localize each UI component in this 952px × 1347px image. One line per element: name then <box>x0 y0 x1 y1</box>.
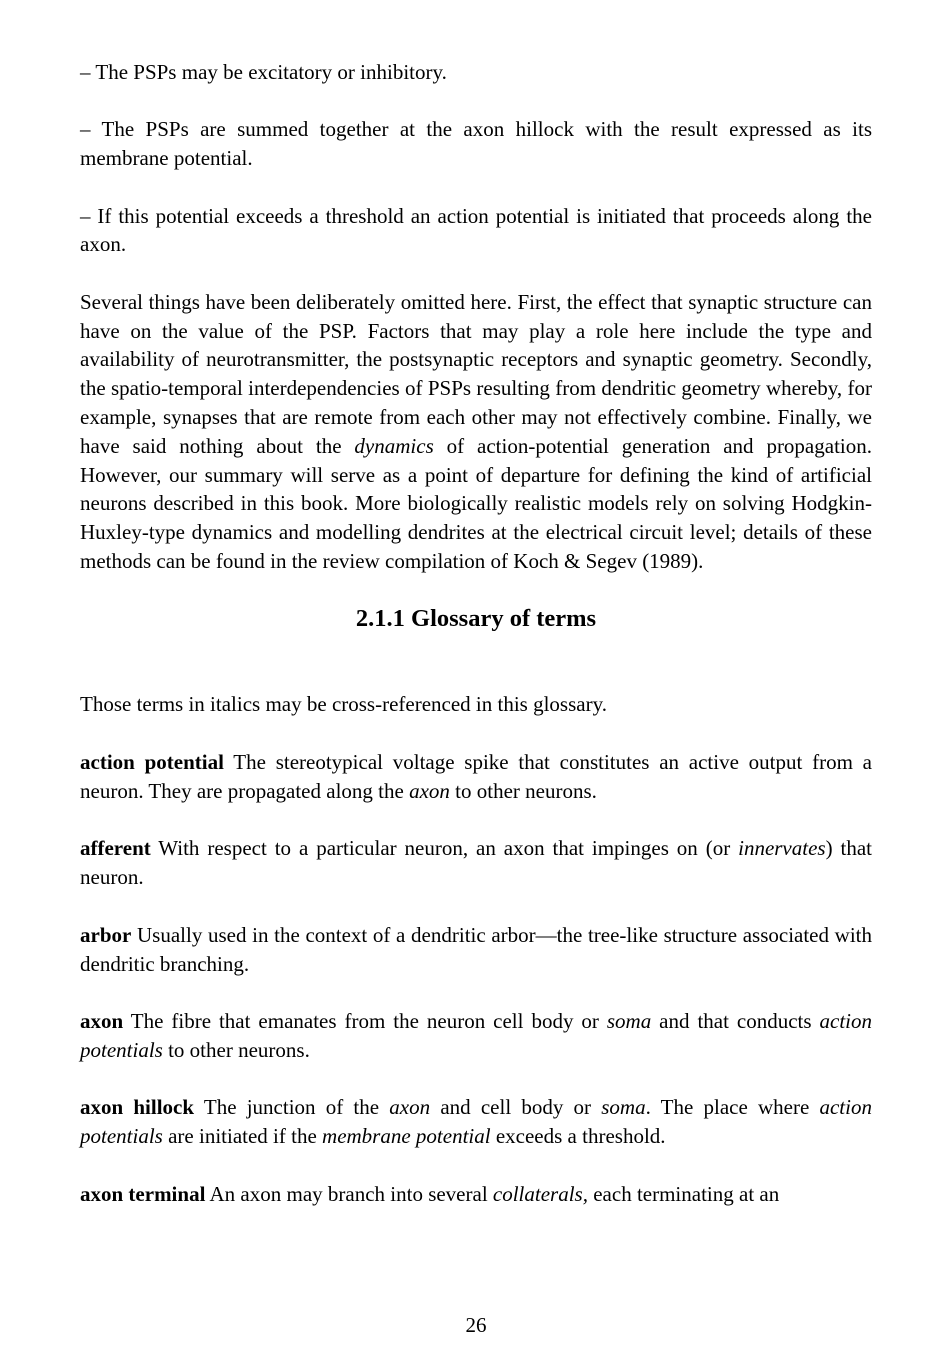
glossary-crossref: collaterals, <box>492 1181 588 1206</box>
glossary-crossref: axon <box>389 1095 431 1120</box>
glossary-term: action potential <box>80 749 224 774</box>
glossary-definition: The junction of the <box>194 1095 390 1120</box>
glossary-entry-afferent <box>80 834 872 892</box>
glossary-definition: to other neurons. <box>449 778 597 803</box>
glossary-entry-axon-hillock <box>80 1093 872 1151</box>
glossary-definition: and that conducts <box>651 1009 820 1034</box>
glossary-definition: . The place where <box>645 1095 820 1120</box>
glossary-definition: The stereotypical voltage spike that constitutes an active output from a neuron. They are propagated along the <box>80 749 872 803</box>
glossary-crossref: action potentials <box>80 1009 872 1062</box>
glossary-entry-axon <box>80 1007 872 1065</box>
glossary-definition: ) that neuron. <box>80 836 872 890</box>
glossary-crossref: action potentials <box>80 1095 872 1149</box>
section-heading: 2.1.1 Glossary of terms <box>355 605 597 633</box>
page-number: 26 <box>465 1313 487 1337</box>
glossary-definition: exceeds a threshold. <box>490 1124 666 1149</box>
glossary-definition: each terminating at an <box>587 1181 780 1206</box>
glossary-crossref: soma <box>601 1095 646 1120</box>
glossary-crossref: membrane potential <box>322 1124 491 1149</box>
glossary-definition: and cell body or <box>430 1095 602 1120</box>
glossary-definition: to other neurons. <box>162 1037 310 1062</box>
glossary-definition: With respect to a particular neuron, an axon that impinges on (or <box>150 836 739 861</box>
glossary-entry-action-potential <box>80 748 872 806</box>
paragraph-text-2: of action-potential generation and propagation. However, our summary will serve as a point of departure for defining the kind of artificial neurons described in this book. More biologically realistic models rely on solving Hodgkin-Huxley-type dynamics and modelling dendrites at the electrical circuit level; details of these methods can be found in the review compilation of Koch & Segev (1989). <box>80 433 872 573</box>
paragraph-italic: dynamics <box>354 433 434 458</box>
glossary-term: arbor <box>80 922 132 947</box>
glossary-definition: The fibre that emanates from the neuron cell body or <box>123 1009 607 1034</box>
glossary-definition: are initiated if the <box>162 1124 323 1149</box>
glossary-crossref: soma <box>606 1009 652 1034</box>
glossary-entry-axon-terminal <box>80 1180 872 1209</box>
page-body <box>80 58 872 1237</box>
bullet-threshold: – If this potential exceeds a threshold an action potential is initiated that proceeds along the axon. <box>80 203 872 257</box>
glossary-crossref: axon <box>409 778 450 803</box>
glossary-term: axon <box>80 1009 124 1034</box>
glossary-definition: An axon may branch into several <box>205 1181 493 1206</box>
glossary <box>80 690 872 1208</box>
glossary-term: axon hillock <box>80 1095 195 1120</box>
bullet-excitatory: – The PSPs may be excitatory or inhibitory. <box>80 60 447 84</box>
glossary-intro: Those terms in italics may be cross-referenced in this glossary. <box>80 692 607 717</box>
glossary-term: afferent <box>80 836 151 861</box>
body-paragraph <box>80 288 872 576</box>
bullet-summed: – The PSPs are summed together at the axon hillock with the result expressed as its membrane potential. <box>80 117 872 171</box>
glossary-definition: Usually used in the context of a dendritic arbor—the tree-like structure associated with dendritic branching. <box>80 922 872 976</box>
glossary-crossref: innervates <box>738 836 826 861</box>
glossary-entry-arbor <box>80 921 872 979</box>
glossary-term: axon terminal <box>80 1181 206 1206</box>
paragraph-text-1: Several things have been deliberately omitted here. First, the effect that synaptic structure can have on the value of the PSP. Factors that may play a role here include the type and availability of neurotransmitter, the postsynaptic receptors and synaptic geometry. Secondly, the spatio-temporal interdependencies of PSPs resulting from dendritic geometry whereby, for example, synapses that are remote from each other may not effectively combine. Finally, we have said nothing about the <box>80 289 872 458</box>
